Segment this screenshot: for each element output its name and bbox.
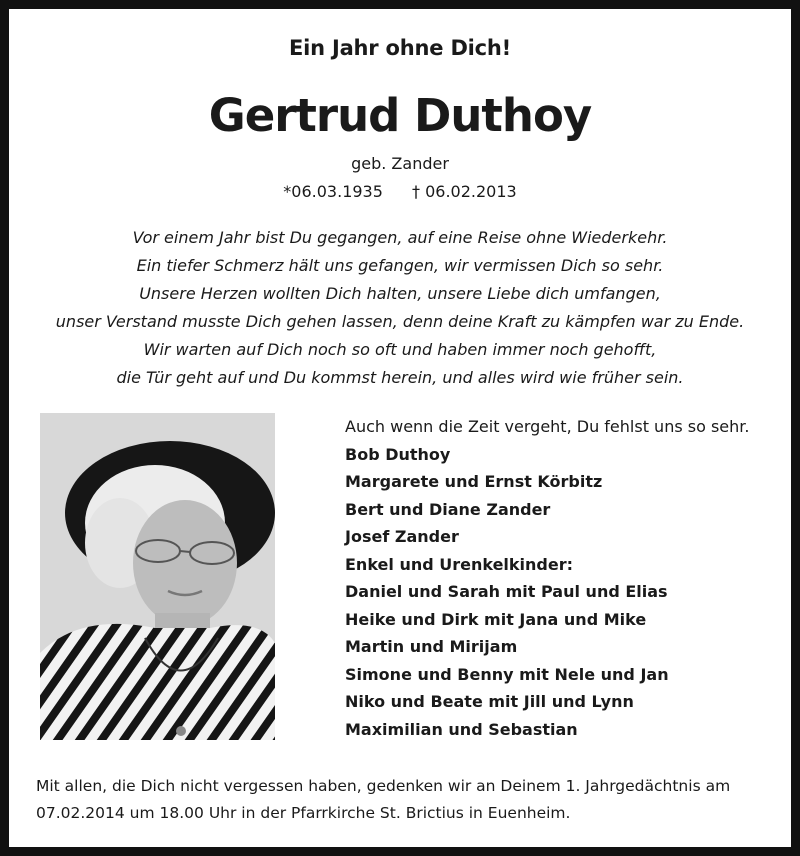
family-member: Daniel und Sarah mit Paul und Elias	[345, 582, 668, 601]
family-member: Enkel und Urenkelkinder:	[345, 554, 574, 574]
family-member: Maximilian und Sebastian	[345, 719, 578, 739]
family-intro: Auch wenn die Zeit vergeht, Du fehlst uns so sehr.	[345, 417, 750, 436]
family-member: Niko und Beate mit Jill und Lynn	[345, 692, 634, 711]
poem-line: Vor einem Jahr bist Du gegangen, auf eine Reise ohne Wiederkehr.	[132, 228, 668, 247]
poem-line: Wir warten auf Dich noch so oft und haben immer noch gehofft,	[143, 340, 657, 359]
life-dates	[9, 182, 791, 201]
closing-line: 07.02.2014 um 18.00 Uhr in der Pfarrkirche St. Brictius in Euenheim.	[36, 804, 571, 822]
memorial-service-info	[36, 773, 765, 827]
poem-line: die Tür geht auf und Du kommst herein, und alles wird wie früher sein.	[116, 368, 684, 387]
family-list	[345, 413, 749, 743]
family-member: Heike und Dirk mit Jana und Mike	[345, 609, 647, 629]
family-member: Simone und Benny mit Nele und Jan	[345, 664, 669, 684]
family-member: Margarete und Ernst Körbitz	[345, 472, 603, 491]
portrait-photo	[40, 413, 275, 740]
family-member: Bert und Diane Zander	[345, 499, 551, 519]
birth-date: *06.03.1935	[283, 182, 383, 201]
family-member: Josef Zander	[345, 527, 459, 546]
maiden-name: geb. Zander	[351, 154, 449, 173]
death-date: † 06.02.2013	[412, 182, 517, 201]
poem-line: Ein tiefer Schmerz hält uns gefangen, wir vermissen Dich so sehr.	[136, 256, 664, 275]
poem-line: Unsere Herzen wollten Dich halten, unsere Liebe dich umfangen,	[139, 284, 661, 303]
family-member: Bob Duthoy	[345, 444, 451, 464]
closing-line: Mit allen, die Dich nicht vergessen haben, gedenken wir an Deinem 1. Jahrgedächtnis am	[36, 777, 731, 795]
family-member: Martin und Mirijam	[345, 637, 518, 656]
poem-line: unser Verstand musste Dich gehen lassen, denn deine Kraft zu kämpfen war zu Ende.	[55, 312, 745, 331]
notice-heading: Ein Jahr ohne Dich!	[288, 36, 512, 60]
deceased-name: Gertrud Duthoy	[208, 89, 592, 142]
memorial-poem	[9, 224, 791, 392]
